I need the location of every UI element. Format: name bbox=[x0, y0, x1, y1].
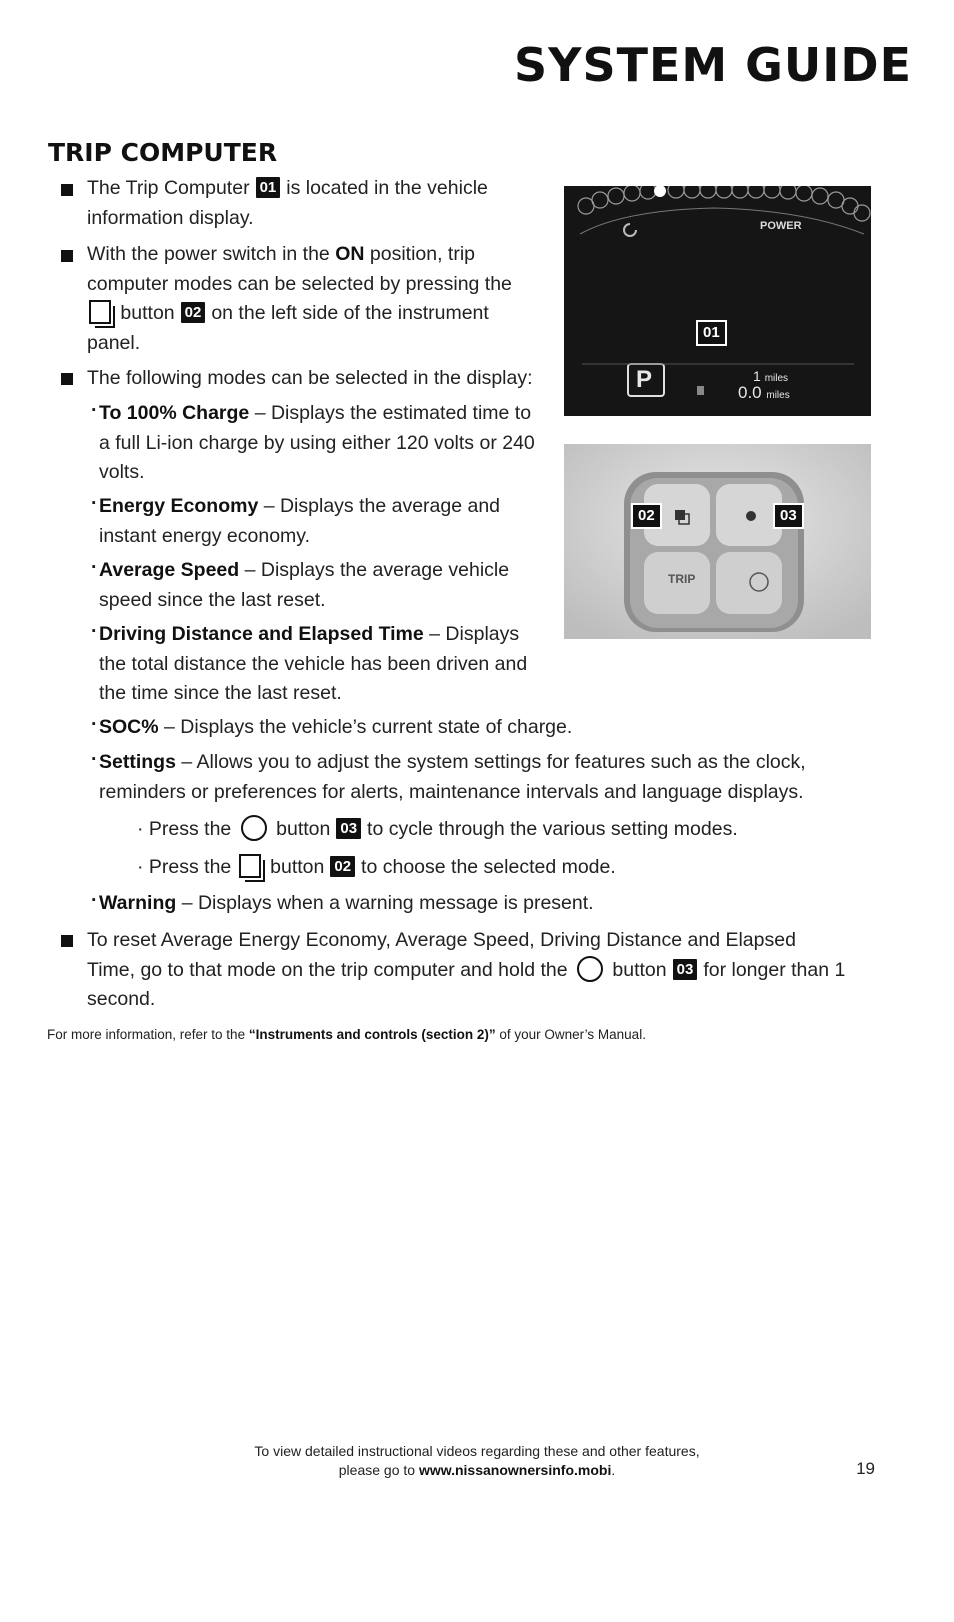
callout-badge-03: 03 bbox=[673, 959, 698, 980]
power-label: POWER bbox=[760, 220, 802, 232]
callout-badge-03: 03 bbox=[773, 503, 804, 529]
bullet-square bbox=[61, 935, 73, 947]
mode-item bbox=[99, 889, 799, 919]
mode-desc: – Displays the average and instant energy economy. bbox=[99, 495, 501, 547]
step-suffix: to cycle through the various setting modes. bbox=[367, 818, 738, 840]
mode-dot: · bbox=[91, 713, 98, 735]
note-text-b: of your Owner’s Manual. bbox=[495, 1027, 646, 1042]
bullet-2 bbox=[87, 240, 517, 358]
mode-item bbox=[99, 620, 544, 709]
switch-panel-icon bbox=[564, 444, 871, 639]
callout-badge-02: 02 bbox=[181, 302, 206, 323]
mode-item bbox=[99, 492, 539, 551]
page-number: 19 bbox=[856, 1459, 875, 1478]
gear-indicator: P bbox=[636, 366, 653, 393]
note-text-a: For more information, refer to the bbox=[47, 1027, 249, 1042]
mode-name: Settings bbox=[99, 751, 176, 773]
mode-desc: – Displays the vehicle’s current state of charge. bbox=[158, 716, 573, 738]
steering-buttons-photo bbox=[564, 444, 871, 639]
footer-line-1: To view detailed instructional videos regarding these and other features, bbox=[254, 1443, 700, 1459]
bullet-1-text-a: The Trip Computer bbox=[87, 177, 250, 199]
step-mid: button bbox=[276, 818, 331, 840]
mode-name: Average Speed bbox=[99, 559, 240, 581]
trip-top-number: 1 bbox=[753, 368, 761, 384]
bullet-2-text-a: With the power switch in the bbox=[87, 243, 330, 265]
bullet-2-text-c: button bbox=[120, 302, 175, 324]
section-title: TRIP COMPUTER bbox=[48, 138, 278, 167]
note-bold: “Instruments and controls (section 2)” bbox=[248, 1027, 496, 1042]
mode-name: Energy Economy bbox=[99, 495, 259, 517]
mode-dot: · bbox=[91, 620, 98, 642]
callout-badge-03: 03 bbox=[336, 818, 361, 839]
callout-badge-02: 02 bbox=[631, 503, 662, 529]
website-link[interactable]: www.nissanownersinfo.mobi bbox=[418, 1462, 612, 1478]
footer-text: please go to bbox=[338, 1462, 419, 1478]
trip-bottom-number: 0.0 bbox=[738, 383, 762, 402]
settings-step bbox=[137, 853, 837, 883]
bullet-3: The following modes can be selected in the display: bbox=[87, 367, 533, 389]
mode-dot: · bbox=[91, 399, 98, 421]
bullet-4 bbox=[87, 926, 847, 1015]
bullet-4-text-c: for longer than 1 second. bbox=[87, 958, 846, 1010]
mode-desc: – Displays the average vehicle speed since the last reset. bbox=[99, 559, 510, 611]
mode-item bbox=[99, 399, 539, 488]
footer-period: . bbox=[611, 1462, 616, 1478]
bullet-2-text-d: on the left side of the instrument panel. bbox=[87, 302, 489, 354]
mode-item bbox=[99, 556, 539, 615]
bullet-2-text-b: position, trip computer modes can be selected by pressing the bbox=[87, 243, 512, 295]
trip-bottom-value bbox=[738, 384, 790, 405]
on-label: ON bbox=[335, 243, 365, 265]
mode-name: SOC% bbox=[99, 716, 159, 738]
bullet-square bbox=[61, 184, 73, 196]
trip-button-label: TRIP bbox=[668, 572, 696, 586]
vehicle-display-photo bbox=[564, 186, 871, 416]
callout-badge-01: 01 bbox=[256, 177, 281, 198]
footer bbox=[0, 1442, 954, 1480]
trip-top-unit: miles bbox=[764, 373, 789, 384]
mode-desc: – Displays the total distance the vehicle has been driven and the time since the last reset. bbox=[99, 623, 528, 704]
step-prefix: · Press the bbox=[137, 856, 232, 878]
bullet-1-text-b: is located in the vehicle information display. bbox=[87, 177, 488, 229]
bullet-4-text-b: button bbox=[612, 958, 667, 981]
mode-dot: · bbox=[91, 889, 98, 911]
owners-manual-note bbox=[47, 1027, 646, 1042]
display-button-icon bbox=[239, 854, 263, 878]
mode-dot: · bbox=[91, 556, 98, 578]
circle-button-icon bbox=[577, 956, 603, 982]
mode-desc: – Displays when a warning message is present. bbox=[176, 892, 594, 914]
power-meter-arc-icon bbox=[564, 186, 871, 416]
bullet-1 bbox=[87, 174, 527, 233]
mode-name: To 100% Charge bbox=[99, 402, 250, 424]
footer-line-2 bbox=[0, 1461, 954, 1480]
mode-item bbox=[99, 713, 859, 743]
callout-badge-01: 01 bbox=[696, 320, 727, 346]
bullet-square bbox=[61, 373, 73, 385]
display-button-icon bbox=[89, 300, 113, 324]
callout-badge-02: 02 bbox=[330, 856, 355, 877]
mode-dot: · bbox=[91, 748, 98, 770]
step-prefix: · Press the bbox=[137, 818, 232, 840]
mode-desc: – Displays the estimated time to a full Li-ion charge by using either 120 volts or 240 volts. bbox=[99, 402, 535, 483]
mode-name: Warning bbox=[99, 892, 177, 914]
bullet-square bbox=[61, 250, 73, 262]
step-mid: button bbox=[270, 856, 325, 878]
step-suffix: to choose the selected mode. bbox=[361, 856, 616, 878]
page-title: SYSTEM GUIDE bbox=[514, 38, 912, 92]
mode-name: Driving Distance and Elapsed Time bbox=[99, 623, 424, 645]
bullet-4-text-a: To reset Average Energy Economy, Average Speed, Driving Distance and Elapsed Time, go to that mode on the trip computer and hold the bbox=[87, 929, 796, 981]
mode-dot: · bbox=[91, 492, 98, 514]
mode-item bbox=[99, 748, 834, 807]
trip-bottom-unit: miles bbox=[766, 390, 790, 401]
mode-desc: – Allows you to adjust the system settings for features such as the clock, reminders or preferences for alerts, maintenance intervals and language displays. bbox=[99, 751, 806, 803]
circle-button-icon bbox=[241, 815, 267, 841]
settings-step bbox=[137, 815, 837, 845]
